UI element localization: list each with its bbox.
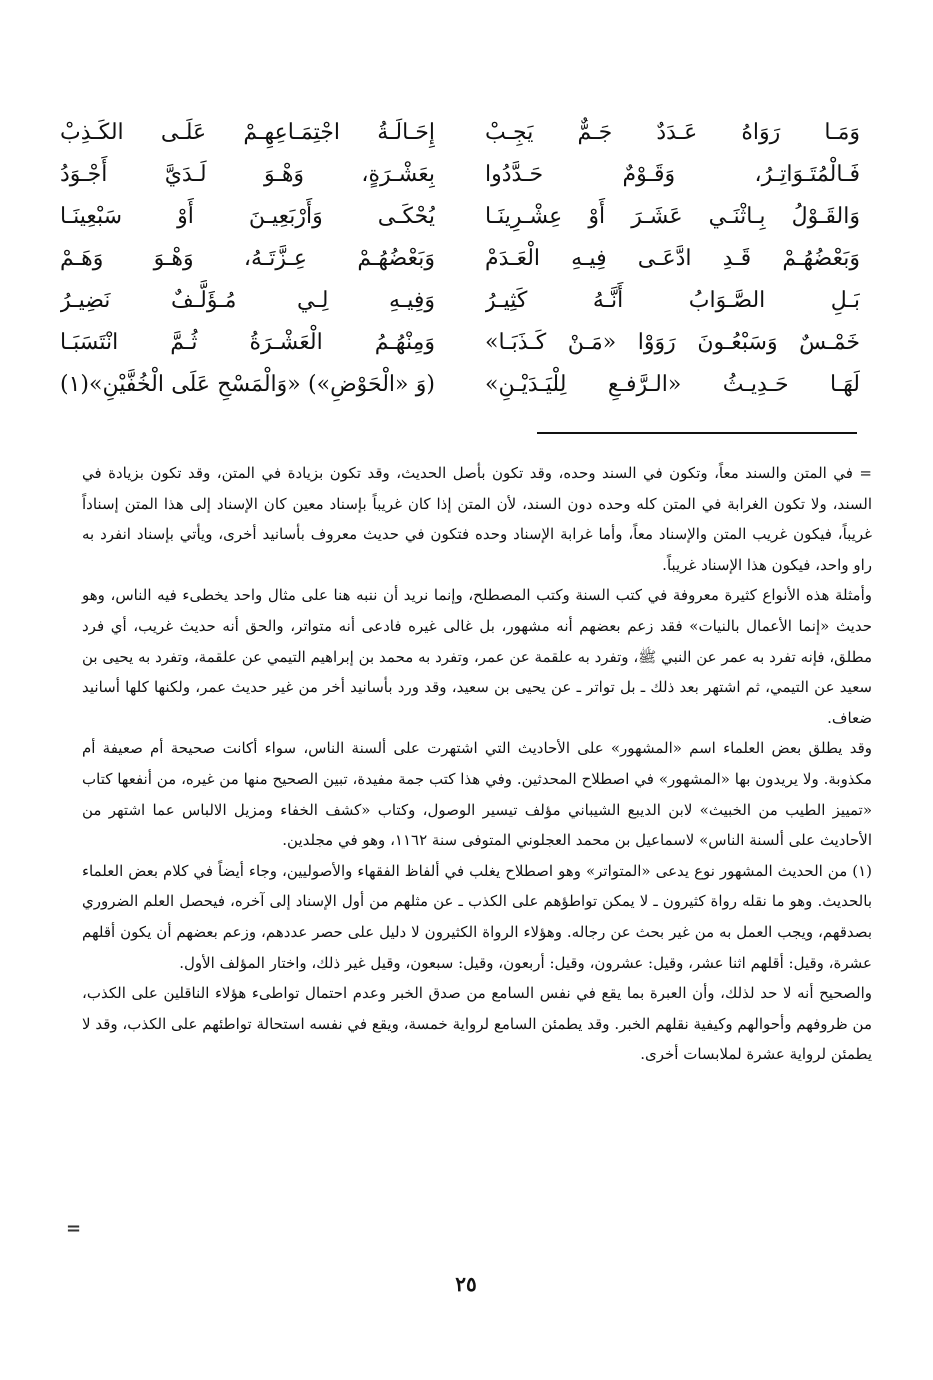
- footnote-paragraph: = في المتن والسند معاً، وتكون في السند وحده، وقد تكون بأصل الحديث، وقد تكون بزيادة في المتن، وقد تكون بزيادة في السند، ولا تكون الغرابة في المتن كله وحده دون السند، لأن المتن إذا كان غريباً بإسناد معين كان الإسناد إلى هذا المتن إسناداً غريباً، فيكون غريب المتن والإسناد معاً، وأما غرابة الإسناد وحده فتكون في حديث معروف بأسانيد أخرى، ويأتي بإسناد انفرد به راو واحد، فيكون هذا الإسناد غريباً.: [82, 464, 872, 574]
- footnote-paragraph: والصحيح أنه لا حد لذلك، وأن العبرة بما يقع في نفس السامع من صدق الخبر وعدم احتمال تواطىء هؤلاء الناقلين على الكذب، من ظروفهم وأحوالهم وكيفية نقلهم الخبر. وقد يطمئن السامع لرواية خمسة، ويقع في نفسه استحالة تواطئهم على الكذب، وقد لا يطمئن لرواية عشرة لملابسات أخرى.: [82, 984, 872, 1064]
- footnote-paragraph: وأمثلة هذه الأنواع كثيرة معروفة في كتب السنة وكتب المصطلح، وإنما نريد أن ننبه هنا على مثال واحد يخطىء فيه الناس، وهو حديث «إنما الأعمال بالنيات» فقد زعم بعضهم أنه مشهور، بل غالى غيره فادعى أنه متواتر، والحق أنه حديث غريب، أي فرد مطلق، فإنه تفرد به عمر عن النبي ﷺ، وتفرد به علقمة عن عمر، وتفرد به محمد بن إبراهيم التيمي عن علقمة، وتفرد به يحيى بن سعيد عن التيمي، ثم اشتهر بعد ذلك ـ بل تواتر ـ عن يحيى بن سعيد، وقد ورد بأسانيد أخر من غير حديث عمر، ولكنها كلها أسانيد ضعاف.: [82, 586, 872, 727]
- verse-row: [60, 280, 860, 322]
- verse-right-hemistich: بَـلِ الصَّـوَابُ أَنَّـهُ كَثِيـرُ: [485, 288, 860, 313]
- verse-row: [60, 154, 860, 196]
- verse-row: [60, 238, 860, 280]
- verse-row: [60, 112, 860, 154]
- footnote-paragraph: وقد يطلق بعض العلماء اسم «المشهور» على الأحاديث التي اشتهرت على ألسنة الناس، سواء أكانت صحيحة أم صعيفة أم مكذوبة. ولا يريدون بها «المشهور» في اصطلاح المحدثين. وفي هذا كتب جمة مفيدة، تبين الصحيح منها من غيره، من أنفعها كتاب «تمييز الطيب من الخبيث» لابن الديبع الشيباني مؤلف تيسير الوصول، وكتاب «كشف الخفاء ومزيل الالباس عما اشتهر من الأحاديث على ألسنة الناس» لاسماعيل بن محمد العجلوني المتوفى سنة ١١٦٢، وهو في مجلدين.: [82, 739, 872, 850]
- verse-left-hemistich: وَمِنْهُـمُ الْعَشْـرَةُ ثُـمَّ انْتَسَبَـا: [60, 330, 435, 355]
- verse-row: [60, 322, 860, 364]
- verse-right-hemistich: وَالقَـوْلُ بِـاثْنَـي عَشَـرَ أَوْ عِشْـرِينَـا: [485, 204, 860, 229]
- continuation-mark: =: [66, 1218, 82, 1239]
- verse-left-hemistich: بِعَشْـرَةٍ، وَهْـوَ لَـدَيَّ أَجْـوَدُ: [60, 162, 435, 187]
- verse-left-hemistich: (وَ «الْحَوْضِ») «وَالْمَسْحِ عَلَى الْخُفَّيْنِ»(١): [60, 372, 435, 397]
- verse-right-hemistich: فَـالْمُتَـوَاتِـرُ، وَقَـوْمٌ حَـدَّدُوا: [485, 162, 860, 187]
- footnote-paragraph: (١) من الحديث المشهور نوع يدعى «المتواتر» وهو اصطلاح يغلب في ألفاظ الفقهاء والأصوليين، وجاء أيضاً في كلام بعض العلماء بالحديث. وهو ما نقله رواة كثيرون ـ لا يمكن تواطؤهم على الكذب ـ عن مثلهم من أول الإسناد إلى آخره، فيحصل العلم الضروري بصدقهم، ويجب العمل به من غير بحث عن رجاله. وهؤلاء الرواة الكثيرون لا دليل على حصر عددهم، وزعم بعضهم أن يكون أقلهم عشرة، وقيل: أقلهم اثنا عشر، وقيل: عشرون، وقيل: أربعون، وقيل: سبعون، وقيل غير ذلك، واختار المؤلف الأول.: [82, 861, 872, 972]
- page-number: ٢٥: [455, 1272, 477, 1296]
- verse-right-hemistich: وَبَعْضُهُـمْ قَـدِ ادَّعَـى فِيـهِ الْعَـدَمْ: [485, 246, 860, 271]
- verse-left-hemistich: وَبَعْضُهُـمْ عِـزَّتَـهُ، وَهْـوَ وَهَـمْ: [60, 246, 435, 271]
- verse-row: [60, 196, 860, 238]
- verse-right-hemistich: لَهَـا حَـدِيـثُ «الـرَّفـعِ لِلْيَـدَيْـنِ»: [485, 372, 860, 397]
- verse-left-hemistich: يُحْكَـى وَأَرْبَعِيـنَ أَوْ سَبْعِينَـا: [60, 204, 435, 229]
- verse-right-hemistich: وَمَـا رَوَاهُ عَـدَدٌ جَـمٌّ يَجِـبْ: [485, 120, 860, 145]
- verse-row: [60, 364, 860, 406]
- verse-left-hemistich: إِحَـالَـةُ اجْتِمَـاعِهِـمْ عَلَـى الكَـذِبْ: [60, 120, 435, 145]
- verse-right-hemistich: خَمْـسٌ وَسَبْعُـونَ رَوَوْا «مَـنْ كَـذَبَـا»: [485, 330, 860, 355]
- footnote-divider: [537, 432, 857, 434]
- footnotes: [82, 458, 872, 1070]
- verse-left-hemistich: وَفِيـهِ لِـي مُـؤَلَّـفٌ نَضِيـرُ: [60, 288, 435, 313]
- poem-block: [60, 112, 860, 406]
